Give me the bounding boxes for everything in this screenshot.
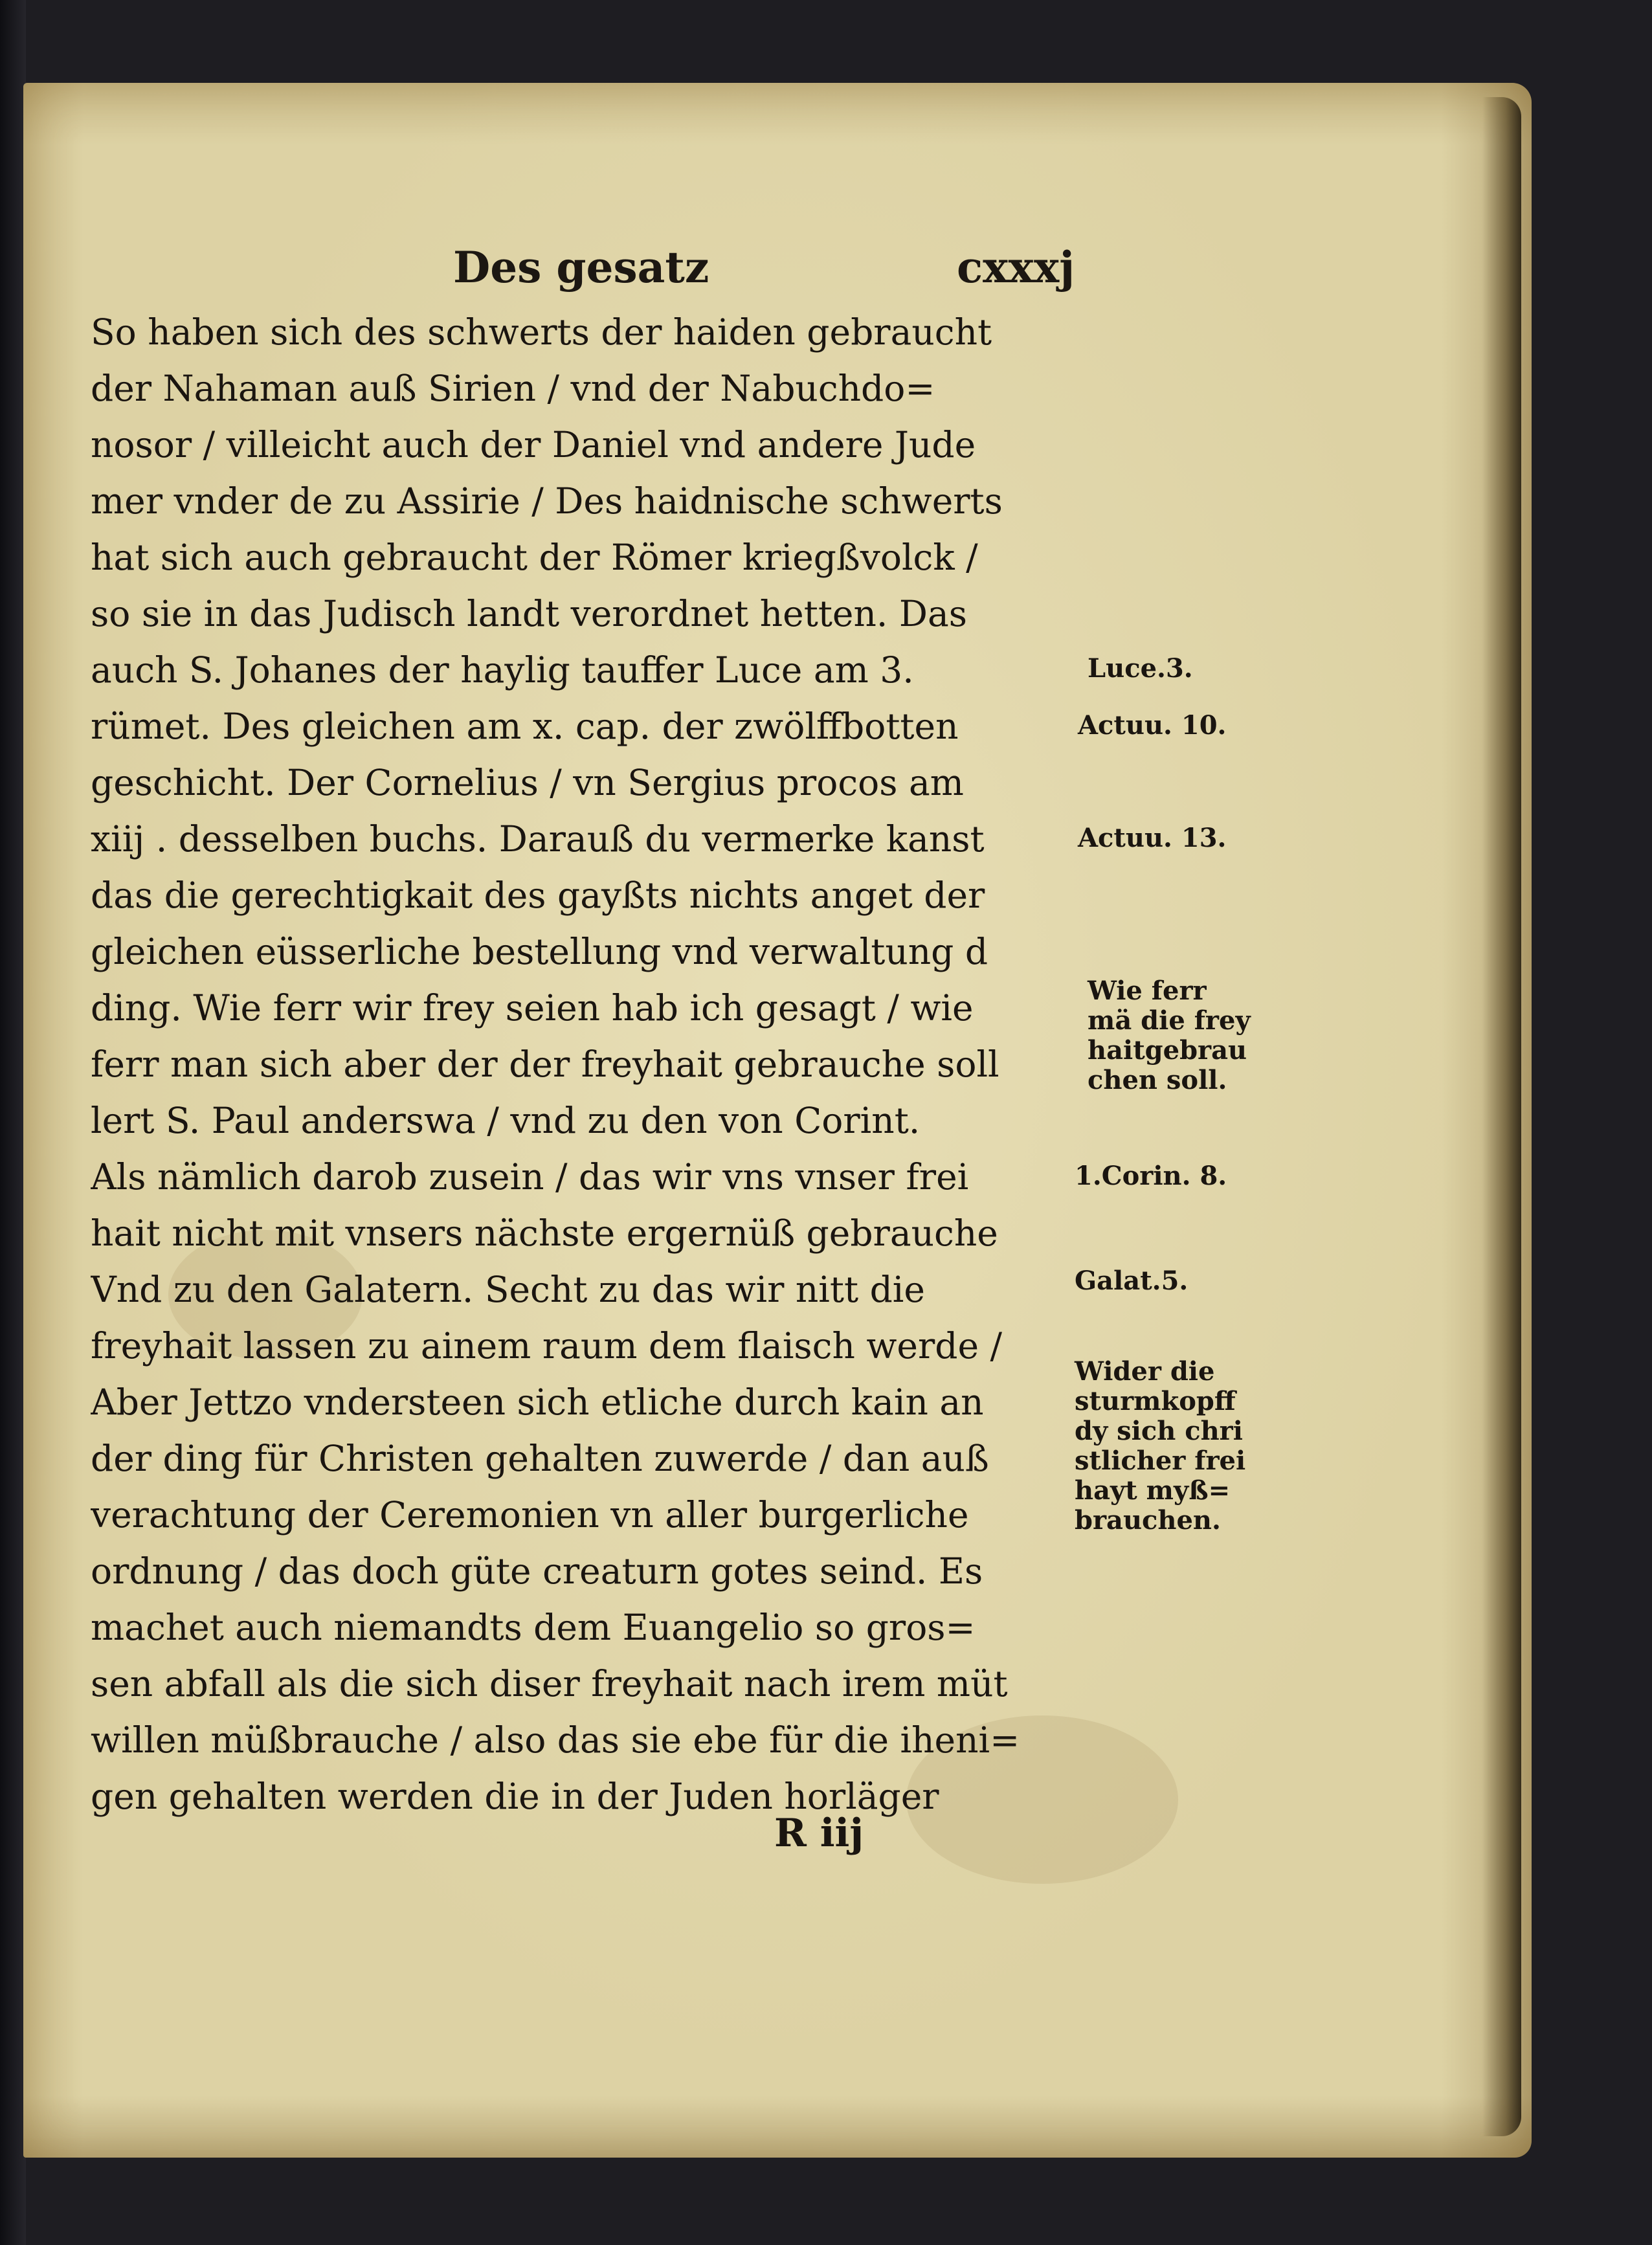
- marginal-note-luce: Luce.3.: [1088, 653, 1193, 684]
- text-line: gleichen eüsserliche bestellung vnd verwaltung d: [91, 931, 988, 972]
- text-line: ferr man sich aber der der freyhait gebrauche soll: [91, 1044, 999, 1085]
- text-line: nosor / villeicht auch der Daniel vnd andere Jude: [91, 424, 976, 465]
- text-line: ding. Wie ferr wir frey seien hab ich gesagt / wie: [91, 987, 974, 1029]
- text-line: das die gerechtigkait des gayßts nichts anget der: [91, 875, 985, 916]
- text-line: willen müßbrauche / also das sie ebe für die iheni=: [91, 1719, 1020, 1761]
- text-line: hait nicht mit vnsers nächste ergernüß gebrauche: [91, 1212, 998, 1254]
- text-line: So haben sich des schwerts der haiden gebraucht: [91, 311, 992, 353]
- marginal-line: chen soll.: [1088, 1065, 1227, 1095]
- text-line: Aber Jettzo vndersteen sich etliche durch kain an: [91, 1381, 984, 1423]
- text-line: xiij . desselben buchs. Darauß du vermerke kanst: [91, 818, 985, 860]
- text-line: geschicht. Der Cornelius / vn Sergius procos am: [91, 762, 964, 803]
- text-line: Vnd zu den Galatern. Secht zu das wir nitt die: [91, 1269, 925, 1310]
- body-text: [91, 304, 1100, 1825]
- text-line: sen abfall als die sich diser freyhait nach irem müt: [91, 1663, 1008, 1704]
- text-line: hat sich auch gebraucht der Römer kriegßvolck /: [91, 537, 978, 578]
- marginal-note-wider-die: [1075, 1357, 1245, 1536]
- marginal-line: haitgebrau: [1088, 1035, 1247, 1066]
- marginal-line: Wider die: [1075, 1356, 1215, 1387]
- text-line: ordnung / das doch güte creaturn gotes seind. Es: [91, 1550, 983, 1592]
- text-line: so sie in das Judisch landt verordnet hetten. Das: [91, 593, 967, 634]
- text-line: freyhait lassen zu ainem raum dem flaisch werde /: [91, 1325, 1003, 1367]
- folio-number: cxxxj: [957, 242, 1075, 293]
- marginal-note-galat: Galat.5.: [1075, 1266, 1189, 1296]
- page-fore-edge-shadow: [1482, 97, 1521, 2136]
- text-line: lert S. Paul anderswa / vnd zu den von Corint.: [91, 1100, 921, 1141]
- marginal-line: Wie ferr: [1088, 976, 1207, 1006]
- marginal-note-wie-ferr: [1088, 976, 1251, 1095]
- marginal-line: sturmkopff: [1075, 1386, 1236, 1416]
- text-line: machet auch niemandts dem Euangelio so gros=: [91, 1607, 976, 1648]
- marginal-line: hayt myß=: [1075, 1475, 1231, 1506]
- signature-mark: R iij: [774, 1811, 864, 1856]
- marginal-line: stlicher frei: [1075, 1446, 1246, 1476]
- text-line: verachtung der Ceremonien vn aller burgerliche: [91, 1494, 969, 1536]
- text-line: der ding für Christen gehalten zuwerde / dan auß: [91, 1438, 989, 1479]
- text-line: auch S. Johanes der haylig tauffer Luce am 3.: [91, 649, 914, 691]
- text-line: rümet. Des gleichen am x. cap. der zwölffbotten: [91, 706, 959, 747]
- text-line: Als nämlich darob zusein / das wir vns vnser frei: [91, 1156, 969, 1198]
- marginal-line: mä die frey: [1088, 1005, 1251, 1036]
- marginal-note-actuum-13: Actuu. 13.: [1078, 823, 1227, 853]
- marginal-line: brauchen.: [1075, 1505, 1221, 1536]
- text-line: gen gehalten werden die in der Juden horläger: [91, 1776, 939, 1817]
- marginal-note-actuum-10: Actuu. 10.: [1078, 710, 1227, 741]
- marginal-line: dy sich chri: [1075, 1416, 1243, 1446]
- running-head: Des gesatz: [453, 242, 709, 293]
- marginal-note-corinth: 1.Corin. 8.: [1075, 1161, 1227, 1191]
- scan-background-edge: [0, 0, 26, 2245]
- text-line: mer vnder de zu Assirie / Des haidnische schwerts: [91, 480, 1003, 522]
- text-line: der Nahaman auß Sirien / vnd der Nabuchdo=: [91, 368, 935, 409]
